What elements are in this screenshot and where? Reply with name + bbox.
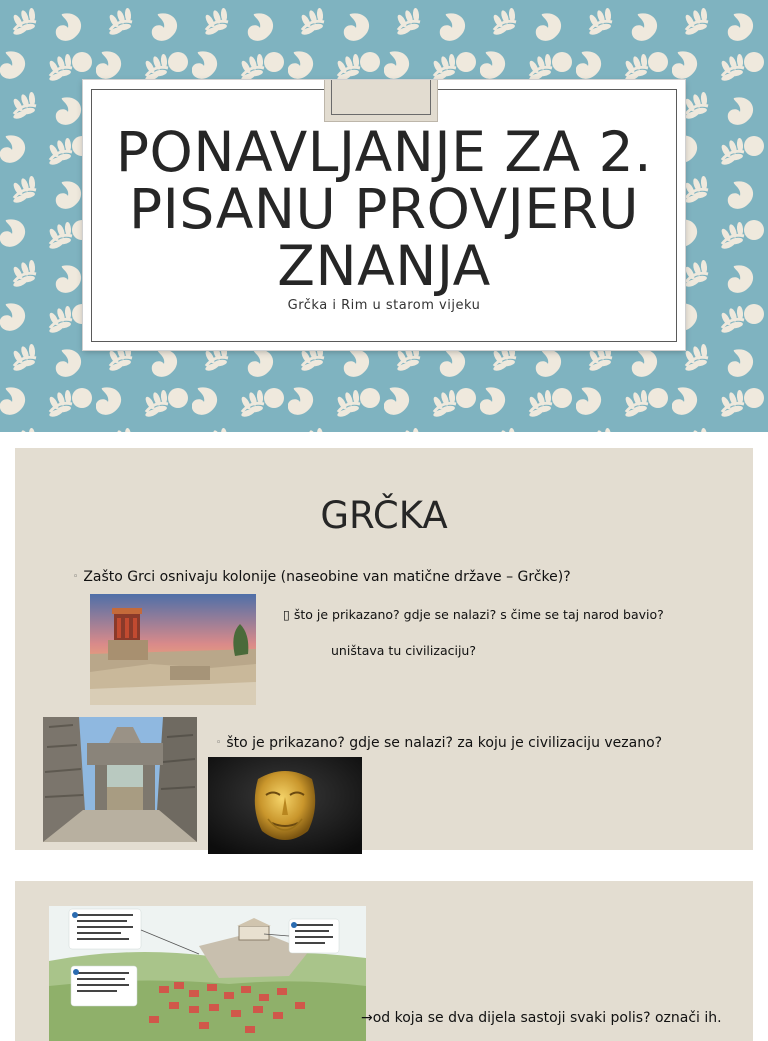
greece-slide [15,448,753,850]
bullet-icon: ◦ [216,738,222,748]
lion-gate-image [43,717,197,842]
question-polis-text: od koja se dva dijela sastoji svaki polis? označi ih. [372,1010,722,1026]
title-line-2: PISANU PROVJERU [128,177,640,241]
slide-subtitle: Grčka i Rim u starom vijeku [287,298,481,313]
title-slide [0,0,768,432]
missing-glyph-icon: ▯ [283,607,290,622]
polis-slide [15,881,753,1041]
title-tab-decoration [324,80,438,122]
title-card [83,80,685,350]
question-destruction: uništava tu civilizaciju? [331,643,476,658]
polis-illustration-image [49,906,366,1041]
question-mask [216,735,662,751]
greece-heading: GRČKA [320,494,448,537]
question-knossos [283,607,664,622]
question-knossos-text: što je prikazano? gdje se nalazi? s čime se taj narod bavio? [289,607,664,622]
knossos-palace-image [90,594,256,705]
question-mask-text: što je prikazano? gdje se nalazi? za koju je civilizaciju vezano? [226,735,663,751]
golden-mask-image [208,757,362,854]
question-colonies [73,569,571,585]
title-line-3: ZNANJA [277,234,491,298]
question-colonies-text: Zašto Grci osnivaju kolonije (naseobine van matične države – Grčke)? [83,569,571,585]
bullet-icon: ◦ [73,572,79,582]
arrow-right-icon: → [361,1010,373,1026]
slide-title [83,120,685,298]
title-line-1: PONAVLJANJE ZA 2. [115,120,653,184]
